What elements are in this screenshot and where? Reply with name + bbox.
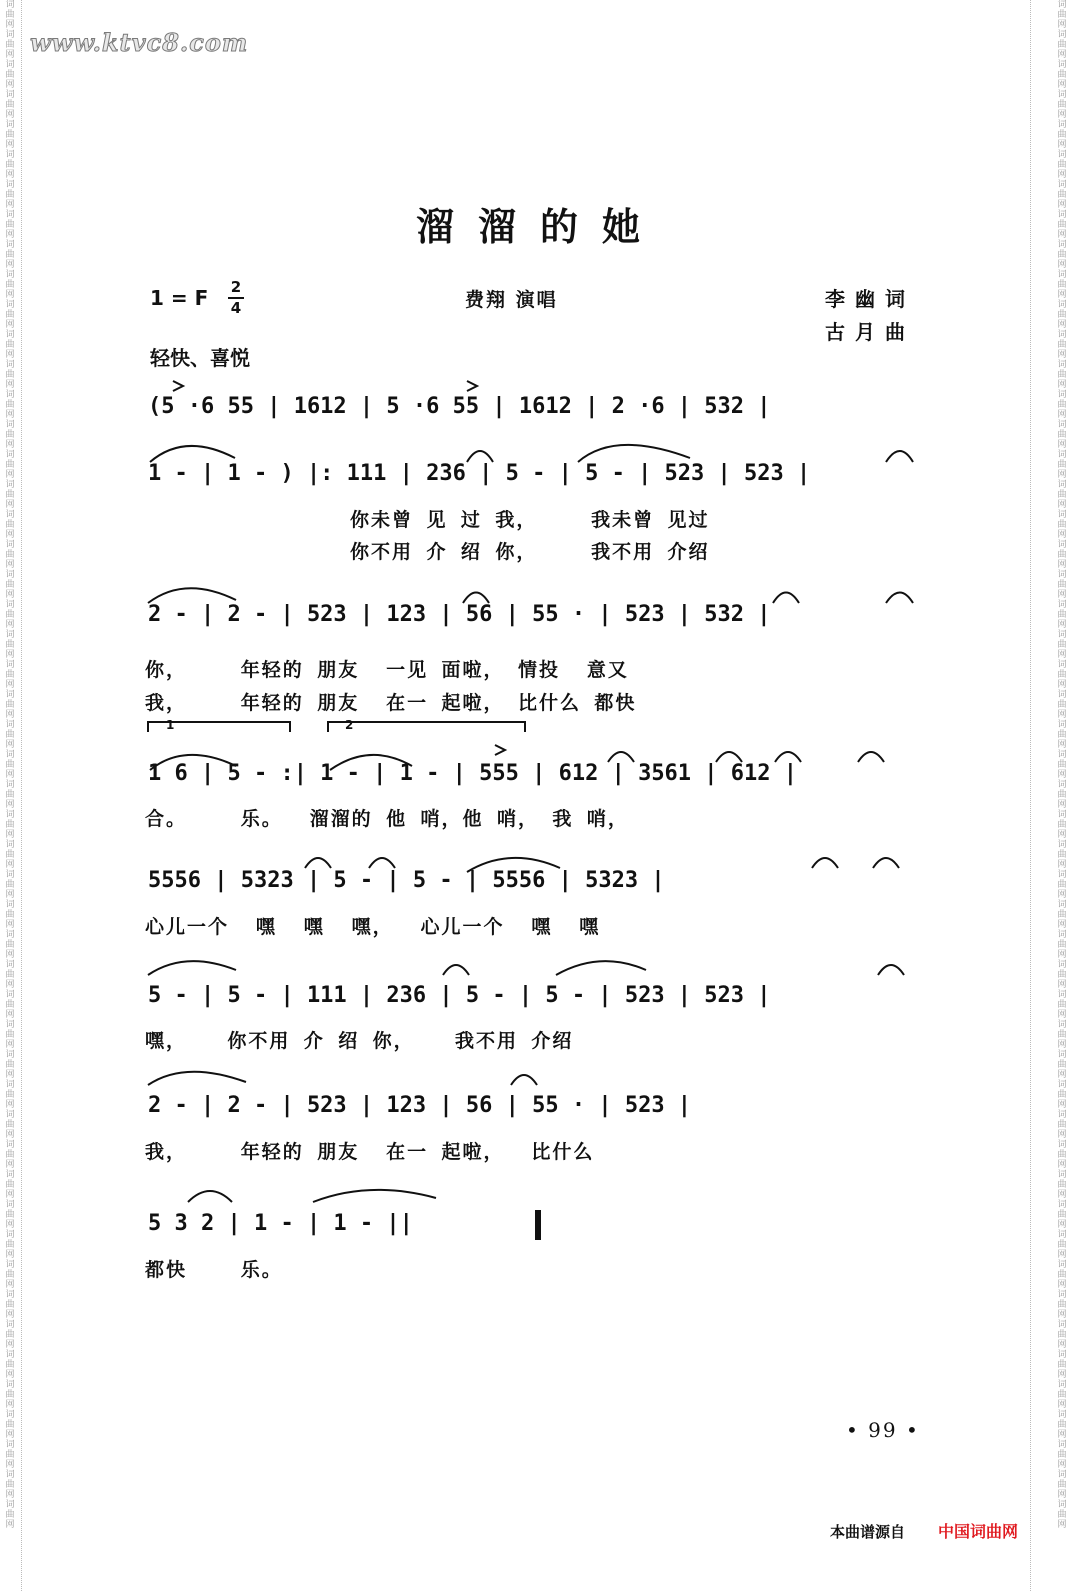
lyric-line-9: 都快 乐。: [145, 1259, 283, 1281]
slur: [773, 593, 799, 604]
slur: [443, 965, 469, 975]
notation-line-1: (5 ·6 55 | 1612 | 5 ·6 55 | 1612 | 2 ·6 | 532 |: [148, 394, 771, 419]
slur: [556, 961, 646, 975]
slur: [150, 446, 235, 462]
lyric-line-1: 你未曾 见 过 我， 我未曾 见过: [350, 509, 710, 531]
slur: [369, 858, 395, 868]
slur: [313, 1190, 436, 1202]
slur: [886, 451, 913, 462]
notation-line-6: 5 - | 5 - | 111 | 236 | 5 - | 5 - | 523 | 523 |: [148, 983, 771, 1008]
slur: [886, 593, 913, 604]
notation-line-8: 5 3 2 | 1 - | 1 - ||: [148, 1211, 413, 1236]
slur: [858, 752, 884, 762]
notation-line-2: 1 - | 1 - ) |: 111 | 236 | 5 - | 5 - | 523 | 523 |: [148, 461, 811, 486]
song-title: 溜溜的她: [415, 205, 664, 249]
second-ending-number: 2: [345, 718, 354, 732]
slur: [812, 858, 838, 868]
slur: [511, 1075, 537, 1085]
lyric-line-5: 合。 乐。 溜溜的 他 哨，他 哨， 我 哨，: [145, 808, 629, 830]
notation-line-5: 5556 | 5323 | 5 - | 5 - | 5556 | 5323 |: [148, 868, 665, 893]
slur: [188, 1191, 232, 1202]
left-side-watermark: 词曲网词曲网词曲网词曲网词曲网词曲网词曲网词曲网词曲网词曲网词曲网词曲网词曲网词曲网词曲网词曲网词曲网词曲网词曲网词曲网词曲网词曲网词曲网词曲网词曲网词曲网词曲网词曲网词曲网词曲网词曲网词曲网词曲网词曲网词曲网词曲网词曲网词曲网词曲网词曲网词曲网词曲网词曲网词曲网词曲网词曲网词曲网词曲网词曲网词曲网词曲网: [5, 0, 15, 1530]
performer-credit: 费翔 演唱: [465, 289, 558, 311]
lyric-line-2: 你不用 介 绍 你， 我不用 介绍: [350, 541, 710, 563]
lyric-line-6: 心儿一个 嘿 嘿 嘿， 心儿一个 嘿 嘿: [145, 916, 601, 938]
notation-line-7: 2 - | 2 - | 523 | 123 | 56 | 55 · | 523 |: [148, 1093, 692, 1118]
page-number: • 99 •: [846, 1418, 920, 1442]
slur: [878, 965, 904, 975]
final-double-barline: [535, 1210, 541, 1240]
lyric-line-8: 我， 年轻的 朋友 在一 起啦， 比什么: [145, 1141, 595, 1163]
slur: [578, 445, 690, 462]
site-watermark: www.ktvc8.com: [30, 28, 249, 57]
lyric-line-4: 我， 年轻的 朋友 在一 起啦， 比什么 都快: [145, 692, 637, 714]
second-ending-bracket: [328, 722, 525, 732]
source-label: 本曲谱源自: [830, 1523, 906, 1541]
slur: [148, 1072, 246, 1085]
lyric-line-3: 你， 年轻的 朋友 一见 面啦， 情投 意又: [145, 659, 629, 681]
time-signature-bottom: 4: [230, 299, 242, 317]
notation-line-3: 2 - | 2 - | 523 | 123 | 56 | 55 · | 523 | 532 |: [148, 602, 771, 627]
right-side-watermark: 词曲网词曲网词曲网词曲网词曲网词曲网词曲网词曲网词曲网词曲网词曲网词曲网词曲网词曲网词曲网词曲网词曲网词曲网词曲网词曲网词曲网词曲网词曲网词曲网词曲网词曲网词曲网词曲网词曲网词曲网词曲网词曲网词曲网词曲网词曲网词曲网词曲网词曲网词曲网词曲网词曲网词曲网词曲网词曲网词曲网词曲网词曲网词曲网词曲网词曲网词曲网: [1057, 0, 1067, 1530]
tempo-marking: 轻快、喜悦: [150, 346, 250, 370]
slur: [305, 858, 331, 868]
accent-mark: [467, 381, 477, 391]
slur: [873, 858, 899, 868]
lyricist-credit: 李幽词: [825, 287, 915, 311]
accent-mark: [495, 745, 505, 755]
time-signature-top: 2: [230, 278, 242, 296]
first-ending-number: 1: [166, 718, 175, 732]
accent-mark: [173, 381, 183, 391]
composer-credit: 古月曲: [825, 320, 915, 344]
notation-line-4: 1 6 | 5 - :| 1 - | 1 - | 555 | 612 | 3561 | 612 |: [148, 761, 798, 786]
slur: [148, 961, 236, 975]
source-site-link[interactable]: 中国词曲网: [938, 1522, 1019, 1541]
key-signature: 1 = F: [150, 286, 209, 310]
lyric-line-7: 嘿， 你不用 介 绍 你， 我不用 介绍: [145, 1030, 574, 1052]
slur: [148, 588, 236, 603]
